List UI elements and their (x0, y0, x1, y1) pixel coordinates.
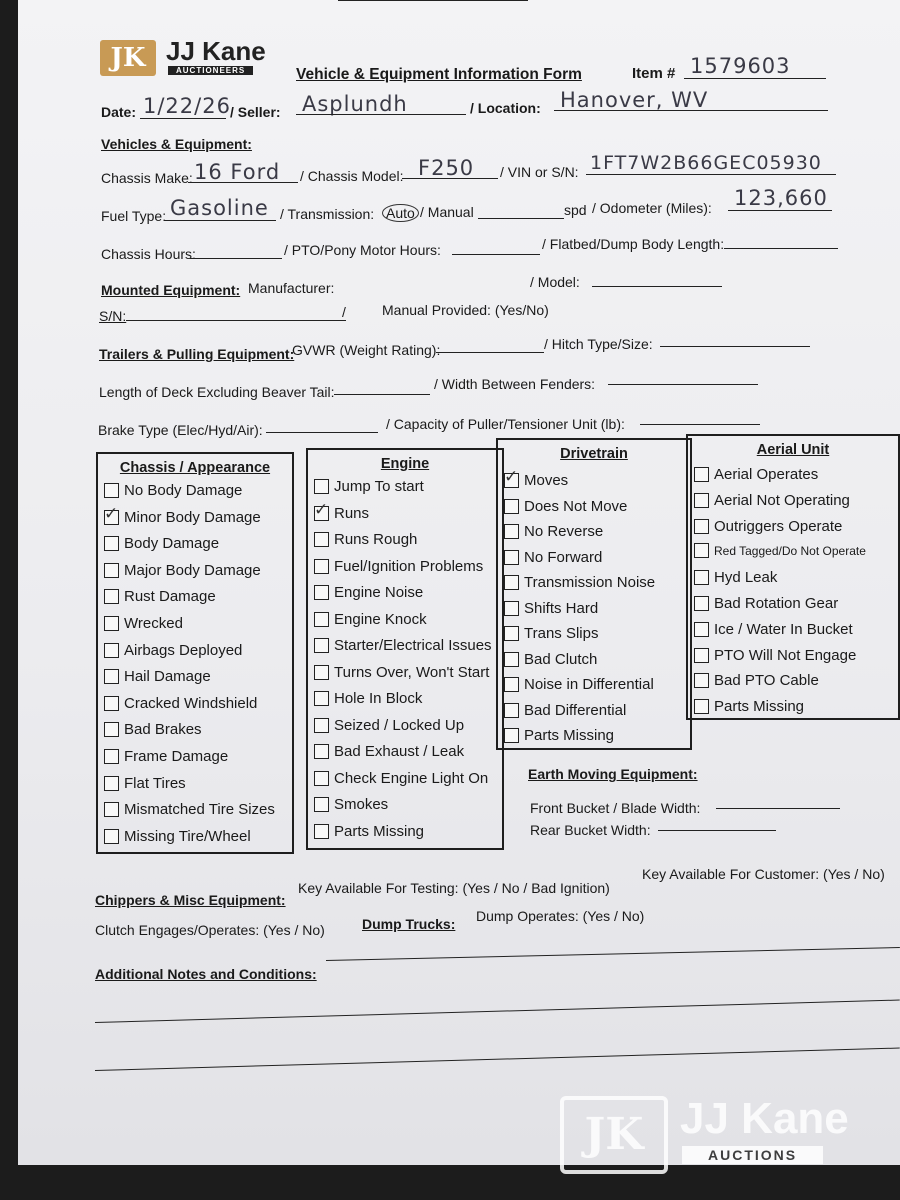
notes-line-3[interactable] (95, 1048, 900, 1071)
checkbox[interactable] (104, 616, 119, 631)
section-trailers: Trailers & Pulling Equipment: (99, 346, 295, 362)
chassis-item[interactable] (104, 562, 261, 579)
drivetrain-item-label: Does Not Move (524, 497, 628, 515)
watermark-brand: JJ Kane (680, 1094, 849, 1143)
checkbox[interactable] (694, 493, 709, 508)
engine-item[interactable] (314, 717, 464, 734)
aerial-item[interactable] (694, 698, 804, 715)
aerial-item-label: Bad PTO Cable (714, 672, 819, 690)
section-vehicles: Vehicles & Equipment: (101, 136, 252, 152)
chassis-item-label: Minor Body Damage (124, 508, 261, 526)
drivetrain-item-label: Transmission Noise (524, 574, 656, 591)
transmission-manual: / Manual (420, 204, 474, 220)
checkbox[interactable] (504, 601, 519, 616)
checkbox[interactable] (694, 648, 709, 663)
chassis-item-label: Major Body Damage (124, 561, 261, 579)
chassis-item[interactable] (104, 668, 211, 685)
drivetrain-item-label: Bad Clutch (524, 650, 598, 668)
engine-item[interactable] (314, 770, 488, 787)
aerial-item[interactable] (694, 518, 842, 535)
brand-name: JJ Kane (166, 36, 266, 66)
fuel-type-label: Fuel Type: (101, 208, 167, 224)
engine-item-label: Runs Rough (334, 531, 418, 548)
drivetrain-item-label: Trans Slips (524, 625, 599, 642)
front-bucket-label: Front Bucket / Blade Width: (530, 800, 701, 816)
chassis-item[interactable] (104, 615, 183, 632)
engine-item-label: Jump To start (334, 478, 424, 495)
notes-line-1[interactable] (326, 947, 900, 961)
chassis-item-label: Airbags Deployed (124, 641, 243, 659)
checkbox[interactable] (314, 506, 329, 521)
drivetrain-item[interactable] (504, 574, 655, 591)
chassis-item-label: Body Damage (124, 535, 220, 553)
checklist-drivetrain (496, 438, 692, 750)
chassis-hours-label: Chassis Hours: (101, 246, 196, 262)
checkbox[interactable] (504, 473, 519, 488)
drivetrain-item[interactable] (504, 727, 614, 744)
checkbox[interactable] (104, 643, 119, 658)
checklist-drivetrain-title: Drivetrain (560, 446, 628, 462)
checkbox[interactable] (314, 532, 329, 547)
item-label: Item # (632, 65, 676, 82)
checkbox[interactable] (504, 728, 519, 743)
section-earth: Earth Moving Equipment: (528, 766, 698, 782)
engine-item-label: Engine Noise (334, 584, 424, 601)
checkbox[interactable] (104, 829, 119, 844)
checkbox[interactable] (504, 575, 519, 590)
aerial-item-label: Bad Rotation Gear (714, 595, 839, 612)
checkbox[interactable] (314, 479, 329, 494)
model-label: / Model: (530, 274, 580, 290)
engine-item[interactable] (314, 637, 492, 654)
location-value[interactable]: Hanover, WV (560, 88, 709, 112)
brand-sub: AUCTIONEERS (168, 66, 253, 75)
chassis-item[interactable] (104, 509, 261, 526)
jjkane-logo-mark: JK (100, 40, 156, 76)
checkbox[interactable] (104, 776, 119, 791)
aerial-item-label: Ice / Water In Bucket (714, 620, 853, 638)
aerial-item-label: Outriggers Operate (714, 517, 843, 535)
deck-length-label: Length of Deck Excluding Beaver Tail: (99, 384, 335, 400)
engine-item[interactable] (314, 690, 422, 707)
notes-line-2[interactable] (95, 1000, 900, 1023)
chassis-item[interactable] (104, 695, 257, 712)
clutch-operates[interactable]: Clutch Engages/Operates: (Yes / No) (95, 922, 325, 938)
checkbox[interactable] (694, 596, 709, 611)
checkbox[interactable] (504, 652, 519, 667)
date-value[interactable]: 1/22/26 (143, 94, 231, 118)
engine-item[interactable] (314, 558, 483, 575)
watermark (560, 1094, 880, 1174)
odometer-value[interactable]: 123,660 (734, 186, 828, 210)
aerial-item[interactable] (694, 647, 856, 664)
aerial-item[interactable] (694, 569, 777, 586)
chassis-item[interactable] (104, 721, 202, 738)
chassis-item-label: Mismatched Tire Sizes (124, 801, 275, 819)
fender-width-label: / Width Between Fenders: (434, 376, 596, 392)
engine-item-label: Hole In Block (334, 690, 423, 707)
checkbox[interactable] (314, 585, 329, 600)
aerial-item-label: Aerial Operates (714, 466, 819, 483)
engine-item[interactable] (314, 664, 489, 681)
engine-item[interactable] (314, 478, 424, 495)
flatbed-length-label: / Flatbed/Dump Body Length: (542, 236, 725, 252)
drivetrain-item-label: No Forward (524, 548, 603, 566)
vin-label: / VIN or S/N: (500, 164, 579, 180)
checklist-aerial-title: Aerial Unit (756, 442, 830, 458)
aerial-item-label: Red Tagged/Do Not Operate (714, 543, 866, 558)
chassis-make-label: Chassis Make: (101, 170, 193, 186)
watermark-sub: AUCTIONS (682, 1146, 823, 1164)
checkbox[interactable] (694, 622, 709, 637)
chassis-item[interactable] (104, 748, 228, 765)
drivetrain-item-label: No Reverse (524, 523, 604, 540)
checkbox[interactable] (504, 677, 519, 692)
engine-item-label: Turns Over, Won't Start (334, 663, 490, 681)
chassis-item-label: Cracked Windshield (124, 694, 258, 712)
chassis-item[interactable] (104, 482, 242, 499)
drivetrain-item-label: Shifts Hard (524, 599, 599, 617)
manual-provided[interactable]: Manual Provided: (Yes/No) (382, 302, 549, 318)
checkbox[interactable] (104, 696, 119, 711)
chassis-item-label: Bad Brakes (124, 721, 202, 739)
checkbox[interactable] (314, 824, 329, 839)
engine-item-label: Bad Exhaust / Leak (334, 743, 465, 760)
drivetrain-item[interactable] (504, 498, 627, 515)
seller-value[interactable]: Asplundh (302, 92, 408, 116)
drivetrain-item[interactable] (504, 625, 598, 642)
chassis-make-value[interactable]: 16 Ford (194, 160, 281, 184)
checkbox[interactable] (314, 638, 329, 653)
checkbox[interactable] (504, 499, 519, 514)
checkbox[interactable] (694, 543, 709, 558)
watermark-mark: JK (560, 1096, 668, 1174)
aerial-item[interactable] (694, 543, 866, 558)
chassis-item[interactable] (104, 588, 216, 605)
drivetrain-item-label: Parts Missing (524, 727, 615, 744)
manufacturer-label: Manufacturer: (248, 280, 335, 296)
chassis-item[interactable] (104, 535, 219, 552)
aerial-item-label: Aerial Not Operating (714, 491, 850, 509)
checkbox[interactable] (104, 563, 119, 578)
engine-item[interactable] (314, 796, 388, 813)
checkbox[interactable] (314, 665, 329, 680)
section-notes: Additional Notes and Conditions: (95, 966, 317, 982)
rear-bucket-label: Rear Bucket Width: (530, 822, 651, 838)
vin-value[interactable]: 1FT7W2B66GEC05930 (590, 152, 822, 174)
checkbox[interactable] (504, 524, 519, 539)
engine-item-label: Starter/Electrical Issues (334, 637, 492, 654)
engine-item-label: Engine Knock (334, 610, 427, 628)
chassis-model-value[interactable]: F250 (418, 156, 475, 180)
checkbox[interactable] (104, 536, 119, 551)
drivetrain-item[interactable] (504, 472, 568, 489)
drivetrain-item[interactable] (504, 523, 603, 540)
checkbox[interactable] (314, 612, 329, 627)
sn-label: S/N: (99, 308, 127, 324)
chassis-item-label: No Body Damage (124, 482, 243, 499)
engine-item-label: Parts Missing (334, 822, 425, 840)
checkbox[interactable] (504, 703, 519, 718)
location-label: / Location: (470, 100, 541, 116)
chassis-item[interactable] (104, 801, 275, 818)
section-chippers: Chippers & Misc Equipment: (95, 892, 286, 908)
checkbox[interactable] (104, 483, 119, 498)
chassis-model-label: / Chassis Model: (300, 168, 404, 184)
checkbox[interactable] (104, 589, 119, 604)
checklist-chassis-title: Chassis / Appearance (119, 460, 271, 476)
chassis-item-label: Flat Tires (124, 774, 186, 792)
drivetrain-item-label: Noise in Differential (524, 676, 654, 693)
aerial-item[interactable] (694, 466, 818, 483)
odometer-label: / Odometer (Miles): (592, 200, 712, 216)
engine-item-label: Check Engine Light On (334, 769, 489, 787)
checklist-engine (306, 448, 504, 850)
spd-label: spd (564, 202, 587, 218)
engine-item-label: Runs (334, 504, 370, 522)
key-customer[interactable]: Key Available For Customer: (Yes / No) (642, 866, 885, 882)
drivetrain-item[interactable] (504, 702, 626, 719)
checkbox[interactable] (504, 550, 519, 565)
chassis-item-label: Frame Damage (124, 748, 229, 765)
aerial-item-label: Parts Missing (714, 698, 805, 716)
aerial-item-label: PTO Will Not Engage (714, 646, 857, 664)
checkbox[interactable] (314, 691, 329, 706)
transmission-auto[interactable]: Auto (382, 204, 419, 222)
checklist-engine-title: Engine (380, 456, 430, 472)
seller-label: / Seller: (230, 104, 281, 120)
item-number[interactable]: 1579603 (690, 54, 791, 78)
fuel-type-value[interactable]: Gasoline (170, 196, 269, 220)
form-paper (18, 0, 900, 1165)
form-title: Vehicle & Equipment Information Form (296, 66, 582, 83)
section-dump: Dump Trucks: (362, 916, 456, 932)
checklist-chassis (96, 452, 294, 854)
checkbox[interactable] (314, 771, 329, 786)
engine-item[interactable] (314, 531, 417, 548)
brake-type-label: Brake Type (Elec/Hyd/Air): (98, 422, 263, 438)
engine-item[interactable] (314, 743, 464, 760)
aerial-item-label: Hyd Leak (714, 569, 778, 587)
chassis-item-label: Missing Tire/Wheel (124, 827, 251, 845)
checkbox[interactable] (314, 797, 329, 812)
checkbox[interactable] (104, 722, 119, 737)
engine-item-label: Fuel/Ignition Problems (334, 557, 484, 575)
drivetrain-item-label: Bad Differential (524, 701, 627, 719)
checkbox[interactable] (694, 467, 709, 482)
engine-item[interactable] (314, 611, 427, 628)
hitch-label: / Hitch Type/Size: (544, 336, 653, 352)
drivetrain-item[interactable] (504, 549, 602, 566)
checkbox[interactable] (314, 559, 329, 574)
checkbox[interactable] (314, 718, 329, 733)
engine-item[interactable] (314, 823, 424, 840)
aerial-item[interactable] (694, 621, 853, 638)
chassis-item[interactable] (104, 775, 186, 792)
checkbox[interactable] (694, 519, 709, 534)
checkbox[interactable] (104, 749, 119, 764)
section-mounted: Mounted Equipment: (101, 282, 241, 298)
engine-item[interactable] (314, 505, 369, 522)
dump-operates[interactable]: Dump Operates: (Yes / No) (476, 908, 645, 924)
pto-hours-label: / PTO/Pony Motor Hours: (284, 242, 441, 258)
chassis-item-label: Hail Damage (124, 668, 211, 686)
drivetrain-item-label: Moves (524, 472, 569, 489)
aerial-item[interactable] (694, 492, 850, 509)
checkbox[interactable] (314, 744, 329, 759)
drivetrain-item[interactable] (504, 600, 598, 617)
aerial-item[interactable] (694, 595, 838, 612)
checkbox[interactable] (694, 570, 709, 585)
date-label: Date: (101, 104, 137, 120)
chassis-item-label: Rust Damage (124, 588, 216, 606)
key-testing[interactable]: Key Available For Testing: (Yes / No / Bad Ignition) (298, 880, 610, 896)
chassis-item[interactable] (104, 642, 242, 659)
sn-slash: / (342, 304, 346, 320)
checkbox[interactable] (504, 626, 519, 641)
checkbox[interactable] (104, 802, 119, 817)
checkbox[interactable] (694, 673, 709, 688)
checkbox[interactable] (104, 669, 119, 684)
checkbox[interactable] (104, 510, 119, 525)
chassis-item[interactable] (104, 828, 251, 845)
engine-item-label: Smokes (334, 796, 389, 813)
checklist-aerial (686, 434, 900, 720)
aerial-item[interactable] (694, 672, 819, 689)
engine-item-label: Seized / Locked Up (334, 716, 465, 734)
transmission-label: / Transmission: (280, 206, 375, 222)
engine-item[interactable] (314, 584, 423, 601)
drivetrain-item[interactable] (504, 676, 654, 693)
checkbox[interactable] (694, 699, 709, 714)
drivetrain-item[interactable] (504, 651, 597, 668)
gvwr-label: GVWR (Weight Rating): (292, 342, 441, 358)
capacity-label: / Capacity of Puller/Tensioner Unit (lb): (386, 416, 625, 432)
chassis-item-label: Wrecked (124, 615, 183, 632)
